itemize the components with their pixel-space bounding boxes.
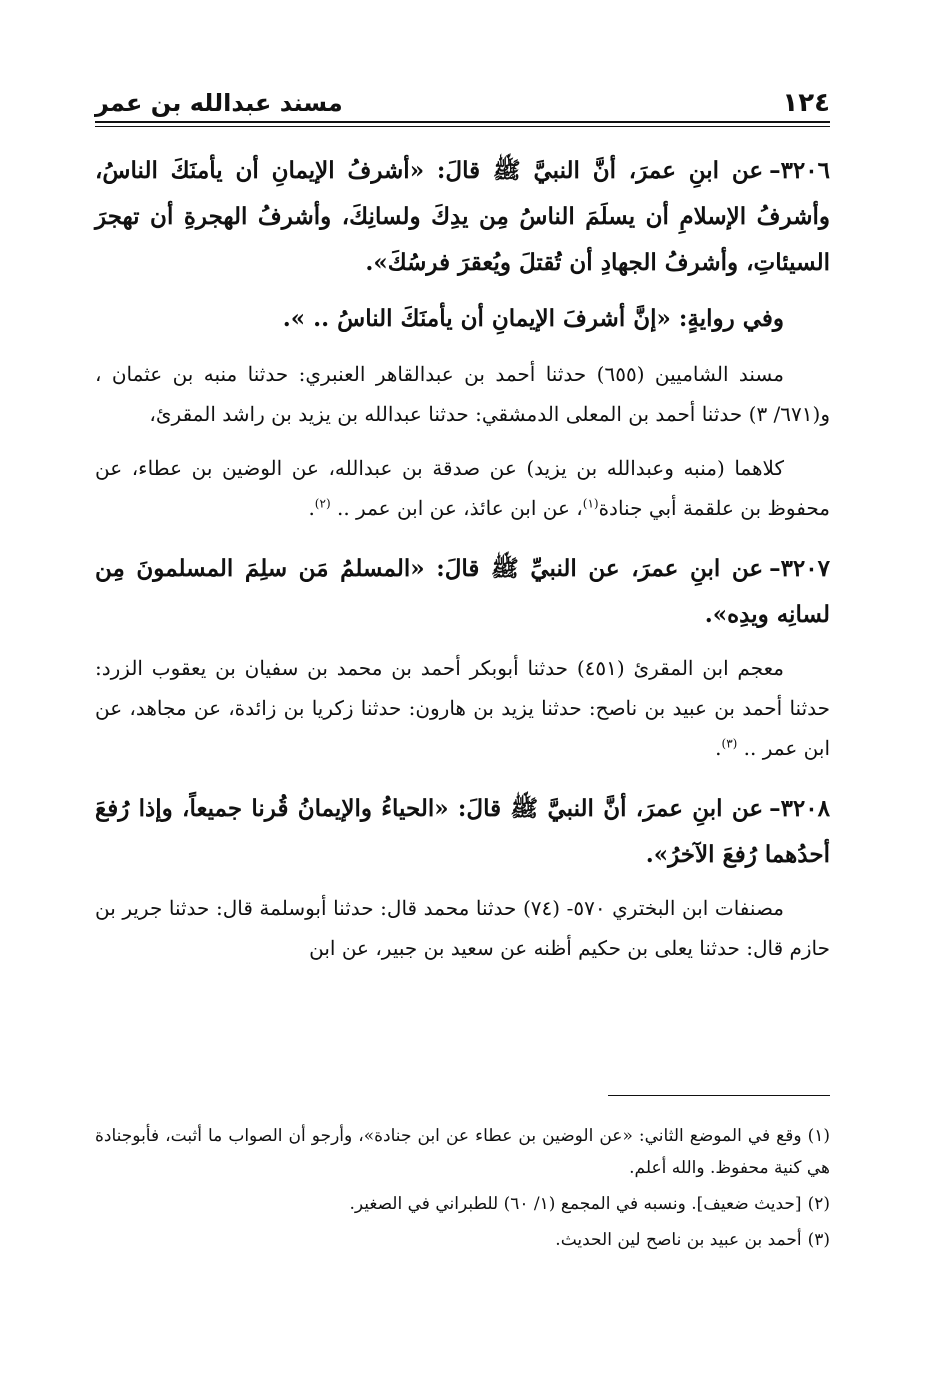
header-rule xyxy=(95,121,830,123)
hadith-3208 xyxy=(95,786,830,878)
footnote-ref[interactable]: (١) xyxy=(582,496,599,511)
footnote-text: [حديث ضعيف]. ونسبه في المجمع (١/ ٦٠) للطبراني في الصغير. xyxy=(349,1194,802,1214)
footnote-ref[interactable]: (٣) xyxy=(721,736,738,751)
page-header xyxy=(95,80,830,118)
footnote-number: (١) xyxy=(807,1126,830,1146)
running-title: مسند عبدالله بن عمر xyxy=(95,89,343,117)
page-content xyxy=(95,148,830,968)
footnote-text: أحمد بن عبيد بن ناصح لين الحديث. xyxy=(555,1230,802,1250)
hadith-3207 xyxy=(95,546,830,638)
hadith-number: ٣٢٠٨– xyxy=(769,795,830,822)
riwaya-note: وفي روايةٍ: «إنَّ أشرفَ الإيمانِ أن يأمنَكَ الناسُ .. ». xyxy=(282,305,784,332)
footnote-1 xyxy=(95,1120,830,1184)
source-paragraph: مسند الشاميين (٦٥٥) حدثنا أحمد بن عبدالقاهر العنبري: حدثنا منبه بن عثمان ، و(٦٧١/ ٣) حدثنا أحمد بن المعلى الدمشقي: حدثنا عبدالله بن يزيد بن راشد المقرئ، xyxy=(95,362,830,426)
footnote-number: (٢) xyxy=(807,1194,830,1214)
source-text: معجم ابن المقرئ (٤٥١) حدثنا أبوبكر أحمد بن محمد بن سفيان بن يعقوب الزرد: حدثنا أحمد بن عبيد بن ناصح: حدثنا يزيد بن هارون: حدثنا زكريا بن زائدة، عن مجاهد، عن ابن عمر .. xyxy=(95,656,830,760)
source-paragraph xyxy=(95,648,830,768)
hadith-text: عن ابنِ عمرَ، أنَّ النبيَّ ﷺ قالَ: «الحياءُ والإيمانُ قُرنا جميعاً، وإذا رُفعَ أحدُهما رُفعَ الآخرُ». xyxy=(95,795,830,868)
hadith-text: عن ابنِ عمرَ، عن النبيِّ ﷺ قالَ: «المسلمُ مَن سلِمَ المسلمونَ مِن لسانِه ويدِه». xyxy=(95,555,830,628)
header-rule-thin xyxy=(95,126,830,127)
page-number: ١٢٤ xyxy=(782,88,830,118)
footnotes xyxy=(95,1120,830,1260)
footnote-number: (٣) xyxy=(807,1230,830,1250)
footnote-2 xyxy=(95,1188,830,1220)
chain-text: كلاهما (منبه وعبدالله بن يزيد) عن صدقة بن عبدالله، عن الوضين بن عطاء، عن محفوظ بن علقمة أبي جنادة xyxy=(95,456,830,520)
chain-end: . xyxy=(308,496,315,520)
source-end: . xyxy=(715,736,722,760)
footnote-ref[interactable]: (٢) xyxy=(314,496,331,511)
footnote-3 xyxy=(95,1224,830,1256)
chain-text: ، عن ابن عائذ، عن ابن عمر .. xyxy=(330,496,583,520)
chain-paragraph xyxy=(95,448,830,528)
book-page xyxy=(95,80,830,1310)
hadith-3206 xyxy=(95,148,830,286)
footnote-divider xyxy=(608,1095,830,1096)
hadith-number: ٣٢٠٧– xyxy=(769,555,830,582)
hadith-number: ٣٢٠٦– xyxy=(769,157,830,184)
hadith-text: عن ابنِ عمرَ، أنَّ النبيَّ ﷺ قالَ: «أشرفُ الإيمانِ أن يأمنَكَ الناسُ، وأشرفُ الإسلامِ أن يسلَمَ الناسُ مِن يدِكَ ولسانِكَ، وأشرفُ الهجرةِ أن تهجرَ السيئاتِ، وأشرفُ الجهادِ أن تُقتلَ ويُعقرَ فرسُكَ». xyxy=(95,157,830,276)
source-paragraph: مصنفات ابن البختري ٥٧٠- (٧٤) حدثنا محمد قال: حدثنا أبوسلمة قال: حدثنا جرير بن حازم قال: حدثنا يعلى بن حكيم أظنه عن سعيد بن جبير، عن ابن xyxy=(95,896,830,960)
footnote-text: وقع في الموضع الثاني: «عن الوضين بن عطاء عن ابن جنادة»، وأرجو أن الصواب ما أثبت، فأبوجنادة هي كنية محفوظ. والله أعلم. xyxy=(95,1126,830,1178)
